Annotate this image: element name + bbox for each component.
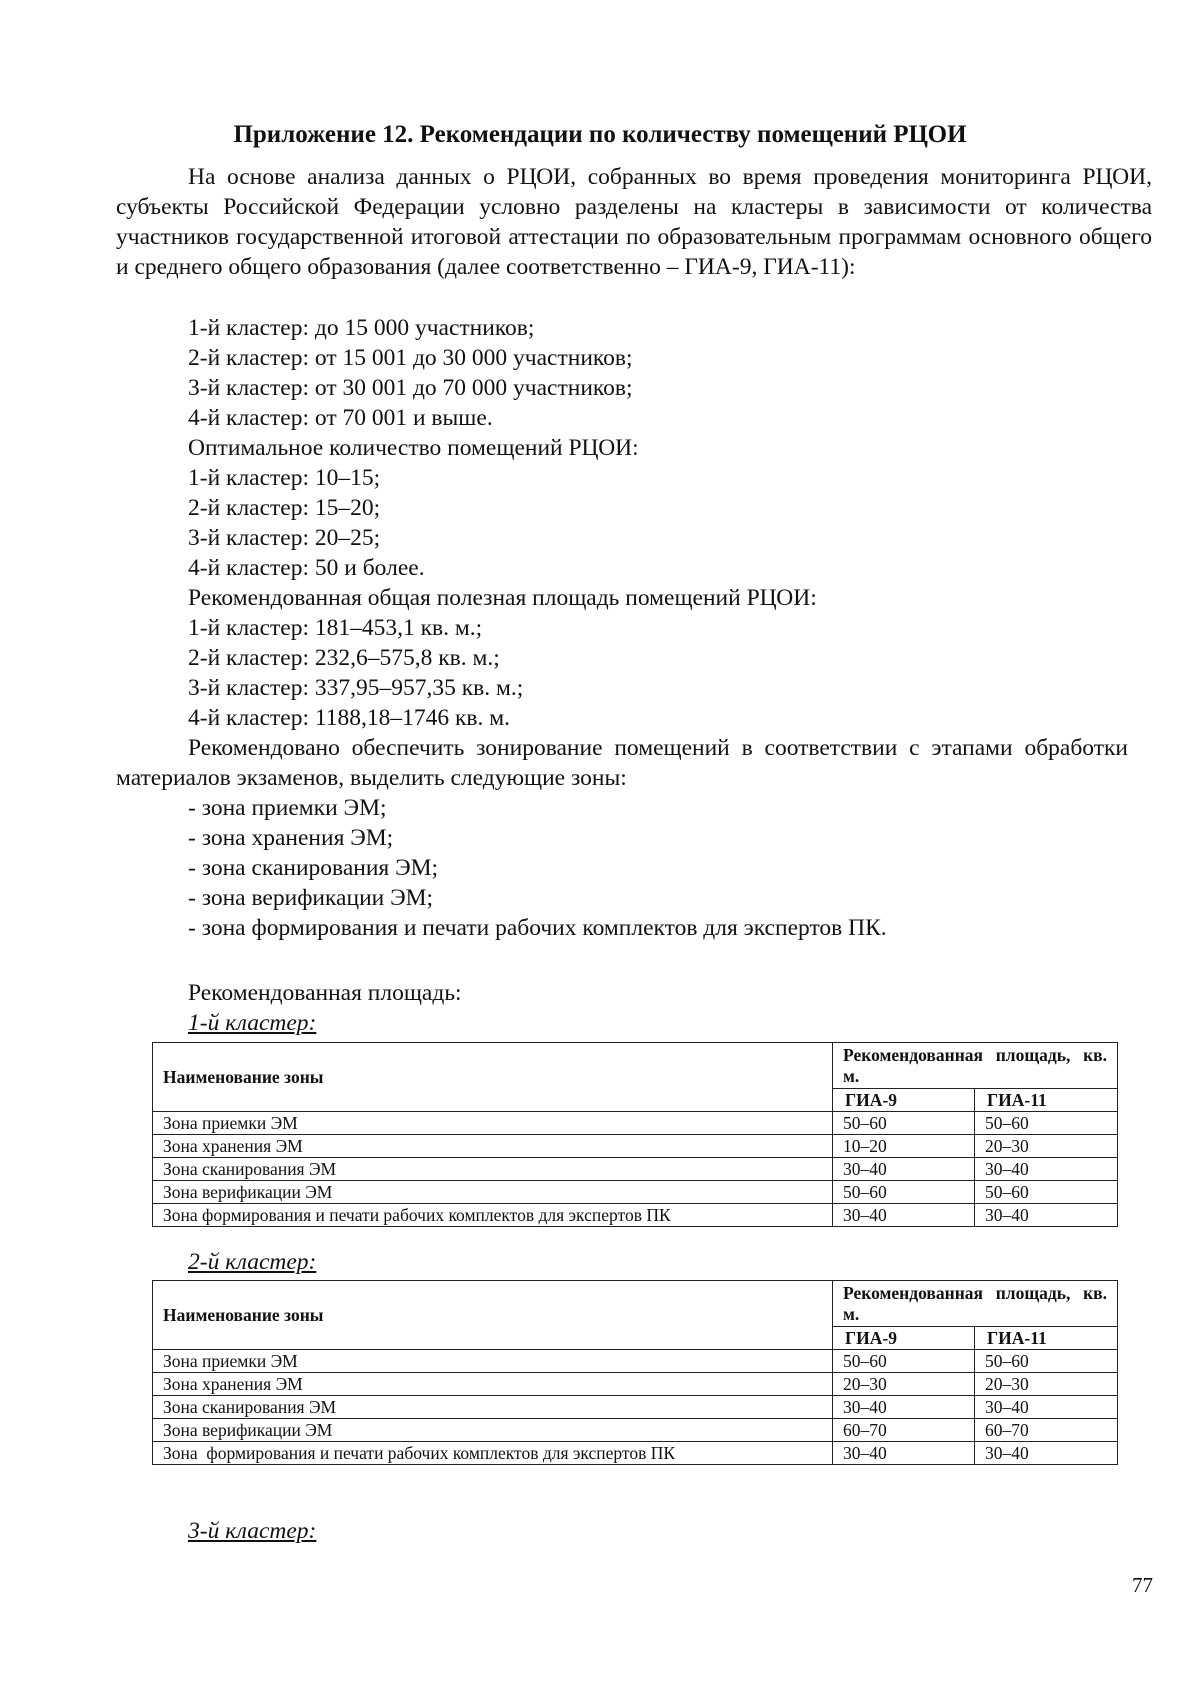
- gia9-cell: 10–20: [833, 1135, 975, 1158]
- zone-item-1: - зона приемки ЭМ;: [188, 795, 387, 821]
- table-row: [153, 1350, 1118, 1373]
- cluster-rooms-1: 1-й кластер: 10–15;: [188, 465, 381, 491]
- zone-item-5: - зона формирования и печати рабочих комплектов для экспертов ПК.: [188, 915, 887, 941]
- cluster-participants-4: 4-й кластер: от 70 001 и выше.: [188, 405, 493, 431]
- gia9-cell: 30–40: [833, 1442, 975, 1465]
- zoning-paragraph: Рекомендовано обеспечить зонирование помещений в соответствии с этапами обработки материалов экзаменов, выделить следующие зоны:: [116, 735, 1128, 791]
- zone-item-4: - зона верификации ЭМ;: [188, 885, 434, 911]
- gia11-cell: 20–30: [975, 1373, 1118, 1396]
- gia9-cell: 30–40: [833, 1158, 975, 1181]
- zone-item-2: - зона хранения ЭМ;: [188, 825, 394, 851]
- table-row: [153, 1158, 1118, 1181]
- table-row: [153, 1181, 1118, 1204]
- cluster-area-2: 2-й кластер: 232,6–575,8 кв. м.;: [188, 645, 500, 671]
- page-number: 77: [1132, 1573, 1153, 1597]
- gia11-cell: 30–40: [975, 1442, 1118, 1465]
- table-row: [153, 1419, 1118, 1442]
- gia11-cell: 50–60: [975, 1112, 1118, 1135]
- page-title: Приложение 12. Рекомендации по количеству помещений РЦОИ: [233, 121, 967, 148]
- cluster-rooms-2: 2-й кластер: 15–20;: [188, 495, 381, 521]
- cluster-participants-1: 1-й кластер: до 15 000 участников;: [188, 315, 535, 341]
- zone-name-header: Наименование зоны: [153, 1043, 833, 1112]
- area-header: Рекомендованная площадь, кв. м.: [833, 1043, 1118, 1089]
- zone-cell: Зона верификации ЭМ: [153, 1181, 833, 1204]
- zone-cell: Зона верификации ЭМ: [153, 1419, 833, 1442]
- zone-cell: Зона сканирования ЭМ: [153, 1158, 833, 1181]
- zone-cell: Зона сканирования ЭМ: [153, 1396, 833, 1419]
- cluster-rooms-4: 4-й кластер: 50 и более.: [188, 555, 425, 581]
- cluster-participants-3: 3-й кластер: от 30 001 до 70 000 участников;: [188, 375, 633, 401]
- cluster-area-4: 4-й кластер: 1188,18–1746 кв. м.: [188, 705, 511, 731]
- gia9-cell: 50–60: [833, 1350, 975, 1373]
- gia11-cell: 60–70: [975, 1419, 1118, 1442]
- cluster-area-3: 3-й кластер: 337,95–957,35 кв. м.;: [188, 675, 524, 701]
- zone-name-header: Наименование зоны: [153, 1281, 833, 1350]
- cluster-3-heading: 3-й кластер:: [188, 1518, 317, 1544]
- table-row: [153, 1112, 1118, 1135]
- cluster-area-1: 1-й кластер: 181–453,1 кв. м.;: [188, 615, 483, 641]
- table-row: [153, 1204, 1118, 1227]
- gia11-cell: 30–40: [975, 1158, 1118, 1181]
- zone-cell: Зона формирования и печати рабочих комплектов для экспертов ПК: [153, 1204, 833, 1227]
- zone-cell: Зона приемки ЭМ: [153, 1350, 833, 1373]
- gia9-cell: 20–30: [833, 1373, 975, 1396]
- cluster-1-heading: 1-й кластер:: [188, 1010, 317, 1036]
- gia11-cell: 20–30: [975, 1135, 1118, 1158]
- gia9-cell: 60–70: [833, 1419, 975, 1442]
- recommended-area-label: Рекомендованная площадь:: [188, 980, 462, 1006]
- zones-table-cluster-2: [152, 1280, 1118, 1465]
- gia11-cell: 50–60: [975, 1181, 1118, 1204]
- gia9-cell: 30–40: [833, 1396, 975, 1419]
- table-row: [153, 1135, 1118, 1158]
- area-heading: Рекомендованная общая полезная площадь помещений РЦОИ:: [188, 585, 817, 611]
- gia9-header: ГИА-9: [833, 1326, 975, 1349]
- intro-paragraph: На основе анализа данных о РЦОИ, собранных во время проведения мониторинга РЦОИ, субъекты Российской Федерации условно разделены на кластеры в зависимости от количества участников государственной итоговой аттестации по образовательным программам основного общего и среднего общего образования (далее соответственно – ГИА-9, ГИА-11):: [116, 164, 1152, 280]
- area-header: Рекомендованная площадь, кв. м.: [833, 1281, 1118, 1327]
- zone-cell: Зона формирования и печати рабочих комплектов для экспертов ПК: [153, 1442, 833, 1465]
- gia9-cell: 50–60: [833, 1181, 975, 1204]
- cluster-rooms-3: 3-й кластер: 20–25;: [188, 525, 381, 551]
- table-row: [153, 1396, 1118, 1419]
- zone-item-3: - зона сканирования ЭМ;: [188, 855, 439, 881]
- cluster-participants-2: 2-й кластер: от 15 001 до 30 000 участников;: [188, 345, 633, 371]
- table-row: [153, 1373, 1118, 1396]
- gia9-header: ГИА-9: [833, 1088, 975, 1111]
- table-row: [153, 1442, 1118, 1465]
- zones-table-cluster-1: [152, 1042, 1118, 1227]
- gia11-header: ГИА-11: [975, 1088, 1118, 1111]
- zone-cell: Зона приемки ЭМ: [153, 1112, 833, 1135]
- gia11-header: ГИА-11: [975, 1326, 1118, 1349]
- gia9-cell: 50–60: [833, 1112, 975, 1135]
- gia11-cell: 30–40: [975, 1204, 1118, 1227]
- zone-cell: Зона хранения ЭМ: [153, 1135, 833, 1158]
- rooms-heading: Оптимальное количество помещений РЦОИ:: [188, 435, 639, 461]
- gia11-cell: 30–40: [975, 1396, 1118, 1419]
- zone-cell: Зона хранения ЭМ: [153, 1373, 833, 1396]
- gia9-cell: 30–40: [833, 1204, 975, 1227]
- gia11-cell: 50–60: [975, 1350, 1118, 1373]
- cluster-2-heading: 2-й кластер:: [188, 1249, 317, 1275]
